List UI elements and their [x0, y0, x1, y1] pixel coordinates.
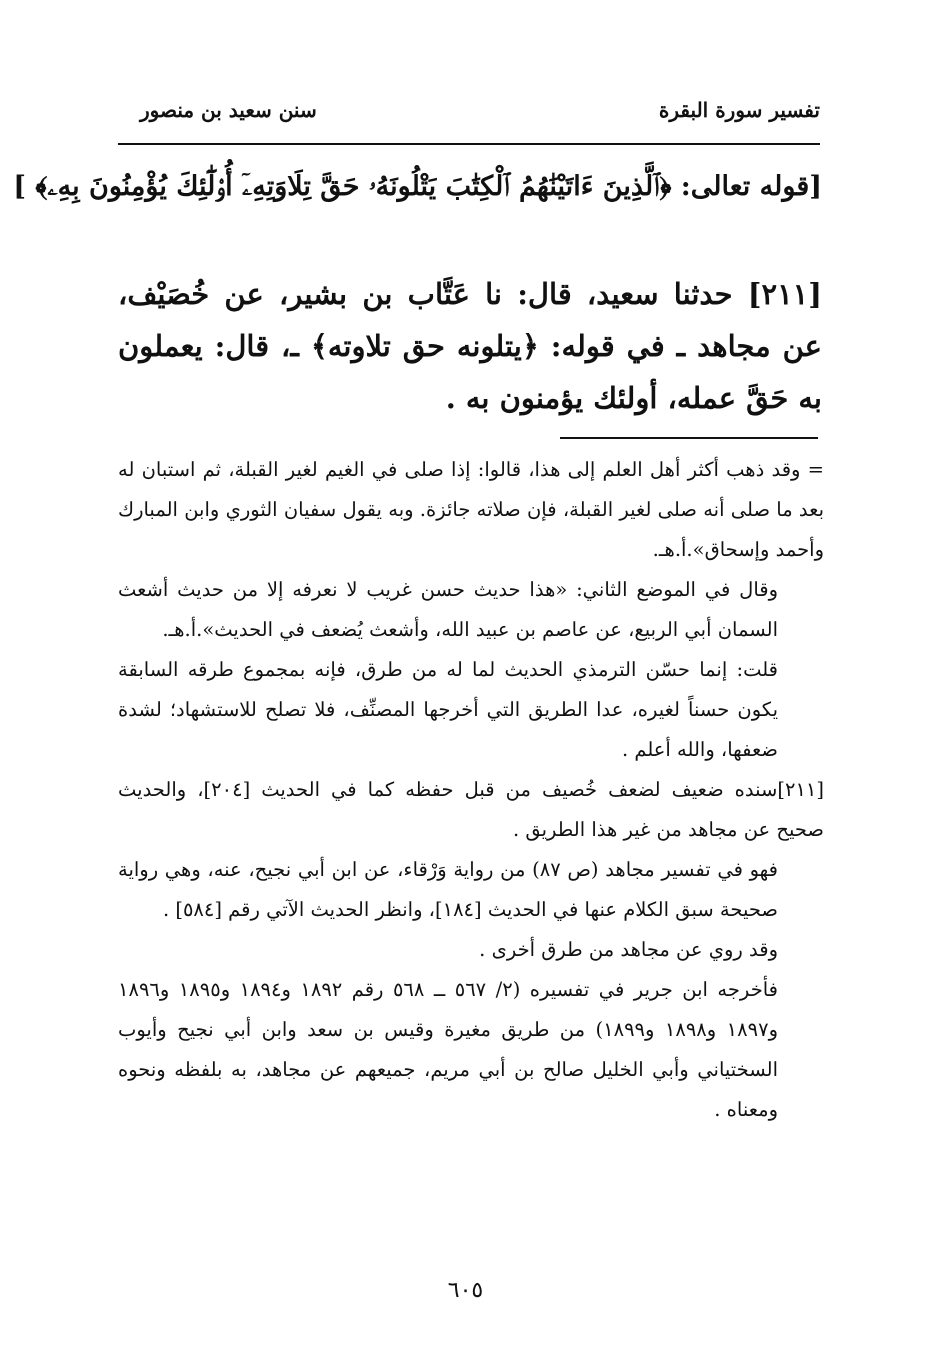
book-title: سنن سعيد بن منصور [140, 98, 317, 122]
surah-title: تفسير سورة البقرة [658, 98, 820, 122]
quran-verse-heading: [قوله تعالى: ﴿ٱلَّذِينَ ءَاتَيْنَٰهُمُ ٱلْكِتَٰبَ يَتْلُونَهُۥ حَقَّ تِلَاوَتِهِۦٓ أُو۟لَٰٓئِكَ يُؤْمِنُونَ بِهِۦ﴾ ] [13, 171, 822, 202]
footnote-paragraph: [٢١١]سنده ضعيف لضعف خُصيف من قبل حفظه كما في الحديث [٢٠٤]، والحديث صحيح عن مجاهد من غير هذا الطريق . [118, 778, 824, 841]
footnote-paragraph: فأخرجه ابن جرير في تفسيره (٢/ ٥٦٧ ــ ٥٦٨ رقم ١٨٩٢ و١٨٩٤ و١٨٩٥ و١٨٩٦ و١٨٩٧ و١٨٩٨ و١٨٩٩) من طريق مغيرة وقيس بن سعد وابن أبي نجيح وأيوب السختياني وأبي الخليل صالح بن أبي مريم، جميعهم عن مجاهد، به بلفظه ونحوه ومعناه . [118, 978, 779, 1121]
header-divider [118, 143, 820, 145]
footnote-paragraph: فهو في تفسير مجاهد (ص ٨٧) من رواية وَرْقاء، عن ابن أبي نجيح، عنه، وهي رواية صحيحة سبق الكلام عنها في الحديث [١٨٤]، وانظر الحديث الآتي رقم [٥٨٤] . [118, 858, 778, 921]
hadith-text: [٢١١] حدثنا سعيد، قال: نا عَتَّاب بن بشير، عن خُصَيْف، عن مجاهد ـ في قوله: ﴿يتلونه حق تلاوته﴾ ـ، قال: يعملون به حَقَّ عمله، أولئك يؤمنون به . [118, 277, 822, 415]
footnote-paragraph: وقال في الموضع الثاني: «هذا حديث حسن غريب لا نعرفه إلا من حديث أشعث السمان أبي الربيع، عن عاصم بن عبيد الله، وأشعث يُضعف في الحديث».أ.هـ. [118, 578, 778, 641]
footnote-divider [560, 437, 818, 439]
footnote-paragraph: وقد روي عن مجاهد من طرق أخرى . [479, 938, 778, 961]
page-number: ٦٠٥ [447, 1278, 484, 1303]
footnote-paragraph: = وقد ذهب أكثر أهل العلم إلى هذا، قالوا: إذا صلى في الغيم لغير القبلة، ثم استبان له بعد ما صلى أنه صلى لغير القبلة، فإن صلاته جائزة. وبه يقول سفيان الثوري وابن المبارك وأحمد وإسحاق».أ.هـ. [118, 458, 824, 561]
footnotes-section [118, 450, 824, 1130]
footnote-paragraph: قلت: إنما حسّن الترمذي الحديث لما له من طرق، فإنه بمجموع طرقه السابقة يكون حسناً لغيره، عدا الطريق التي أخرجها المصنِّف، فلا تصلح للاستشهاد؛ لشدة ضعفها، والله أعلم . [118, 658, 778, 761]
running-header [120, 98, 820, 138]
